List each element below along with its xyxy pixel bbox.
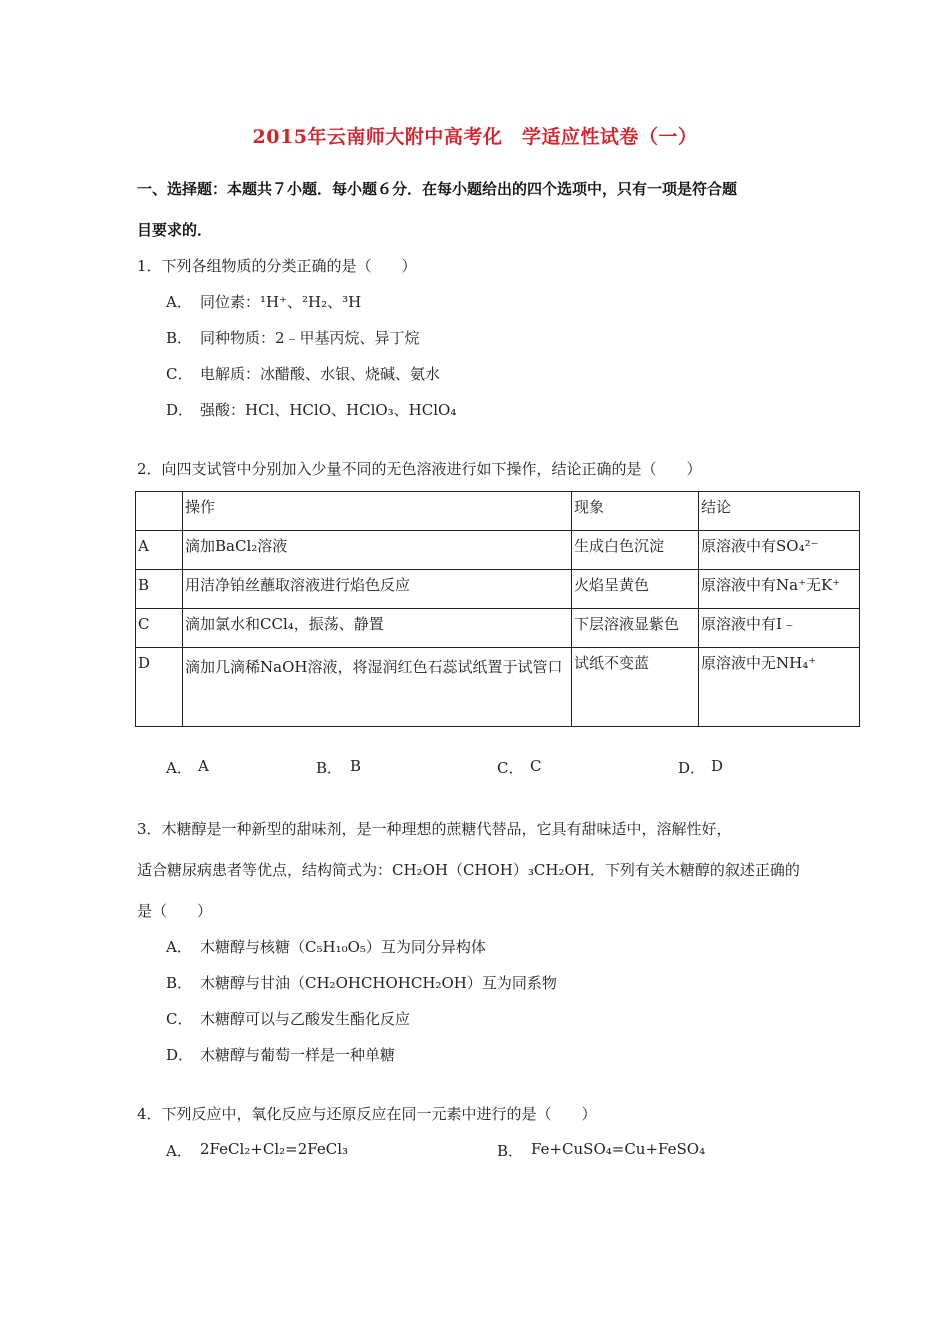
question-2-stem: 2．向四支试管中分别加入少量不同的无色溶液进行如下操作，结论正确的是（ ） <box>137 460 702 478</box>
q3-option-b-text: 木糖醇与甘油（CH₂OHCHOHCH₂OH）互为同系物 <box>200 974 557 992</box>
table-header-cell: 结论 <box>699 492 860 531</box>
table-header-cell <box>136 492 183 531</box>
table-cell: 试纸不变蓝 <box>572 648 699 727</box>
table-cell: 用洁净铂丝蘸取溶液进行焰色反应 <box>183 570 572 609</box>
q3-option-b-label: B． <box>166 974 193 992</box>
question-3-stem-line2: 适合糖尿病患者等优点，结构简式为：CH₂OH（CHOH）₃CH₂OH．下列有关木糖醇的叙述正确的 <box>137 861 800 879</box>
table-cell: 滴加氯水和CCl₄，振荡、静置 <box>183 609 572 648</box>
table-cell: 火焰呈黄色 <box>572 570 699 609</box>
q3-option-c-text: 木糖醇可以与乙酸发生酯化反应 <box>200 1010 411 1028</box>
table-cell: 滴加几滴稀NaOH溶液，将湿润红色石蕊试纸置于试管口 <box>183 648 572 727</box>
table-header-cell: 现象 <box>572 492 699 531</box>
table-cell: D <box>136 648 183 727</box>
experiment-table <box>135 491 860 727</box>
table-header-row <box>136 492 860 531</box>
q2-option-c-label: C． <box>497 759 524 777</box>
table-cell: 下层溶液显紫色 <box>572 609 699 648</box>
q3-option-d-label: D． <box>166 1046 194 1064</box>
q3-option-a-text: 木糖醇与核糖（C₅H₁₀O₅）互为同分异构体 <box>200 938 486 956</box>
table-row <box>136 570 860 609</box>
q3-option-d-text: 木糖醇与葡萄一样是一种单糖 <box>200 1046 396 1064</box>
q1-option-a-label: A． <box>166 293 192 311</box>
q3-option-a-label: A． <box>166 938 192 956</box>
q1-option-d-label: D． <box>166 401 194 419</box>
table-cell: B <box>136 570 183 609</box>
q2-option-d-label: D． <box>678 759 706 777</box>
q2-option-b-text: B <box>350 757 362 775</box>
table-row <box>136 531 860 570</box>
q1-option-a-text: 同位素：¹H⁺、²H₂、³H <box>200 293 362 311</box>
q2-option-c-text: C <box>530 757 542 775</box>
section-heading-line1: 一、选择题：本题共７小题．每小题６分．在每小题给出的四个选项中，只有一项是符合题 <box>137 180 738 198</box>
table-cell: 滴加BaCl₂溶液 <box>183 531 572 570</box>
table-cell: 原溶液中有Na⁺无K⁺ <box>699 570 860 609</box>
table-row <box>136 609 860 648</box>
table-cell: A <box>136 531 183 570</box>
table-cell: 原溶液中有SO₄²⁻ <box>699 531 860 570</box>
table-cell: 原溶液中无NH₄⁺ <box>699 648 860 727</box>
q2-option-a-label: A． <box>166 759 192 777</box>
table-row <box>136 648 860 727</box>
question-4-stem: 4．下列反应中，氧化反应与还原反应在同一元素中进行的是（ ） <box>137 1105 597 1123</box>
q4-option-b-label: B． <box>497 1142 524 1160</box>
table-cell: C <box>136 609 183 648</box>
question-3-stem-line3: 是（ ） <box>137 902 213 920</box>
q1-option-c-text: 电解质：冰醋酸、水银、烧碱、氨水 <box>200 365 441 383</box>
page-title: 2015年云南师大附中高考化 学适应性试卷（一） <box>252 126 698 148</box>
section-heading-line2: 目要求的． <box>137 221 213 239</box>
q1-option-b-label: B． <box>166 329 193 347</box>
q3-option-c-label: C． <box>166 1010 193 1028</box>
q4-option-a-text: 2FeCl₂+Cl₂=2FeCl₃ <box>200 1140 349 1158</box>
question-3-stem-line1: 3．木糖醇是一种新型的甜味剂，是一种理想的蔗糖代替品，它具有甜味适中，溶解性好， <box>137 820 732 838</box>
q1-option-c-label: C． <box>166 365 193 383</box>
table-header-cell: 操作 <box>183 492 572 531</box>
q4-option-b-text: Fe+CuSO₄=Cu+FeSO₄ <box>531 1140 706 1158</box>
q2-option-a-text: A <box>198 757 209 775</box>
q1-option-b-text: 同种物质：2﹣甲基丙烷、异丁烷 <box>200 329 420 347</box>
q2-option-b-label: B． <box>316 759 343 777</box>
q4-option-a-label: A． <box>166 1142 192 1160</box>
q2-option-d-text: D <box>711 757 724 775</box>
q1-option-d-text: 强酸：HCl、HClO、HClO₃、HClO₄ <box>200 401 457 419</box>
question-1-stem: 1．下列各组物质的分类正确的是（ ） <box>137 257 417 275</box>
table-cell: 生成白色沉淀 <box>572 531 699 570</box>
table-cell: 原溶液中有I﹣ <box>699 609 860 648</box>
